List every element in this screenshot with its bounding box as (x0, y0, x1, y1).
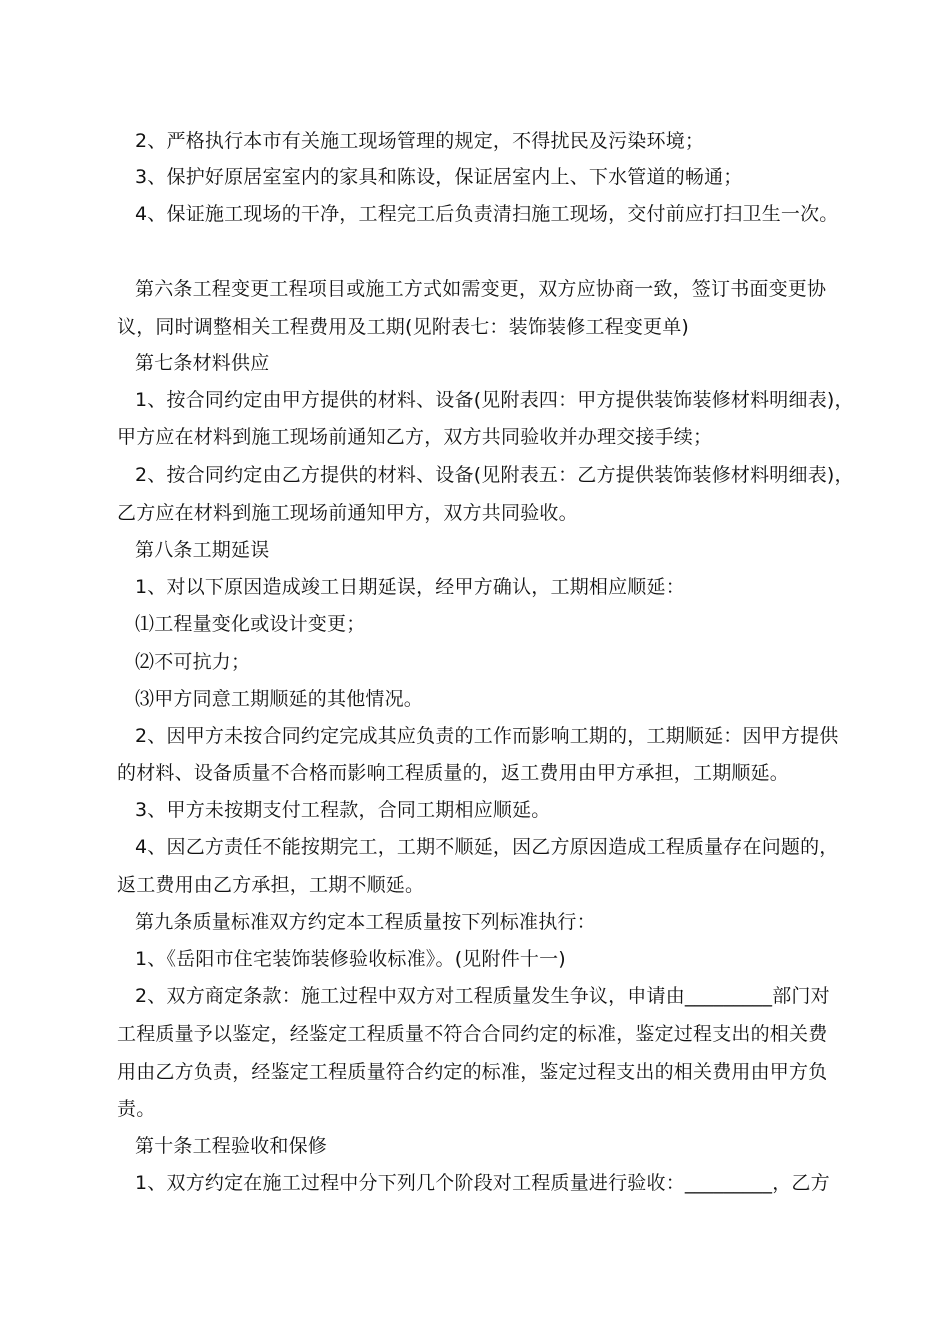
clause-7-heading: 第七条材料供应 (135, 352, 270, 374)
clause-7-item-2: 2、按合同约定由乙方提供的材料、设备(见附表五：乙方提供装饰装修材料明细表)， (135, 464, 854, 486)
clause-7-item-2-cont: 乙方应在材料到施工现场前通知甲方，双方共同验收。 (117, 502, 578, 524)
clause-7-item-1-cont: 甲方应在材料到施工现场前通知乙方，双方共同验收并办理交接手续； (117, 426, 713, 448)
clause-8-sub-1: ⑴工程量变化或设计变更； (135, 613, 366, 635)
clause-6-text: 议，同时调整相关工程费用及工期(见附表七：装饰装修工程变更单) (117, 316, 690, 338)
clause-10-item-1: 1、双方约定在施工过程中分下列几个阶段对工程质量进行验收：_________，乙方 (135, 1172, 830, 1194)
clause-9-item-2-cont-2: 用由乙方负责，经鉴定工程质量符合约定的标准，鉴定过程支出的相关费用由甲方负 (117, 1061, 828, 1083)
clause-9-item-2-cont-1: 工程质量予以鉴定，经鉴定工程质量不符合合同约定的标准，鉴定过程支出的相关费 (117, 1023, 828, 1045)
clause-9-item-2-cont-3: 责。 (117, 1098, 156, 1120)
clause-10-heading: 第十条工程验收和保修 (135, 1135, 328, 1157)
clause-9-item-2: 2、双方商定条款：施工过程中双方对工程质量发生争议，申请由_________部门对 (135, 985, 830, 1007)
clause-5-item-3: 3、保护好原居室室内的家具和陈设，保证居室内上、下水管道的畅通； (135, 166, 743, 188)
clause-8-item-2: 2、因甲方未按合同约定完成其应负责的工作而影响工期的，工期顺延：因甲方提供 (135, 725, 839, 747)
clause-8-item-2-cont: 的材料、设备质量不合格而影响工程质量的，返工费用由甲方承担，工期顺延。 (117, 762, 790, 784)
clause-8-item-4: 4、因乙方责任不能按期完工，工期不顺延，因乙方原因造成工程质量存在问题的， (135, 836, 839, 858)
clause-8-sub-2: ⑵不可抗力； (135, 651, 251, 673)
clause-9-heading: 第九条质量标准双方约定本工程质量按下列标准执行： (135, 911, 596, 933)
clause-6-heading: 第六条工程变更工程项目或施工方式如需变更，双方应协商一致，签订书面变更协 (135, 278, 827, 300)
clause-5-item-4: 4、保证施工现场的干净，工程完工后负责清扫施工现场，交付前应打扫卫生一次。 (135, 203, 839, 225)
clause-9-item-1: 1、《岳阳市住宅装饰装修验收标准》。(见附件十一) (135, 948, 566, 970)
clause-8-item-1: 1、对以下原因造成竣工日期延误，经甲方确认，工期相应顺延： (135, 576, 685, 598)
clause-8-heading: 第八条工期延误 (135, 539, 270, 561)
clause-8-sub-3: ⑶甲方同意工期顺延的其他情况。 (135, 688, 424, 710)
clause-5-item-2: 2、严格执行本市有关施工现场管理的规定，不得扰民及污染环境； (135, 130, 705, 152)
clause-8-item-4-cont: 返工费用由乙方承担，工期不顺延。 (117, 874, 425, 896)
clause-8-item-3: 3、甲方未按期支付工程款，合同工期相应顺延。 (135, 799, 551, 821)
clause-7-item-1: 1、按合同约定由甲方提供的材料、设备(见附表四：甲方提供装饰装修材料明细表)， (135, 389, 854, 411)
